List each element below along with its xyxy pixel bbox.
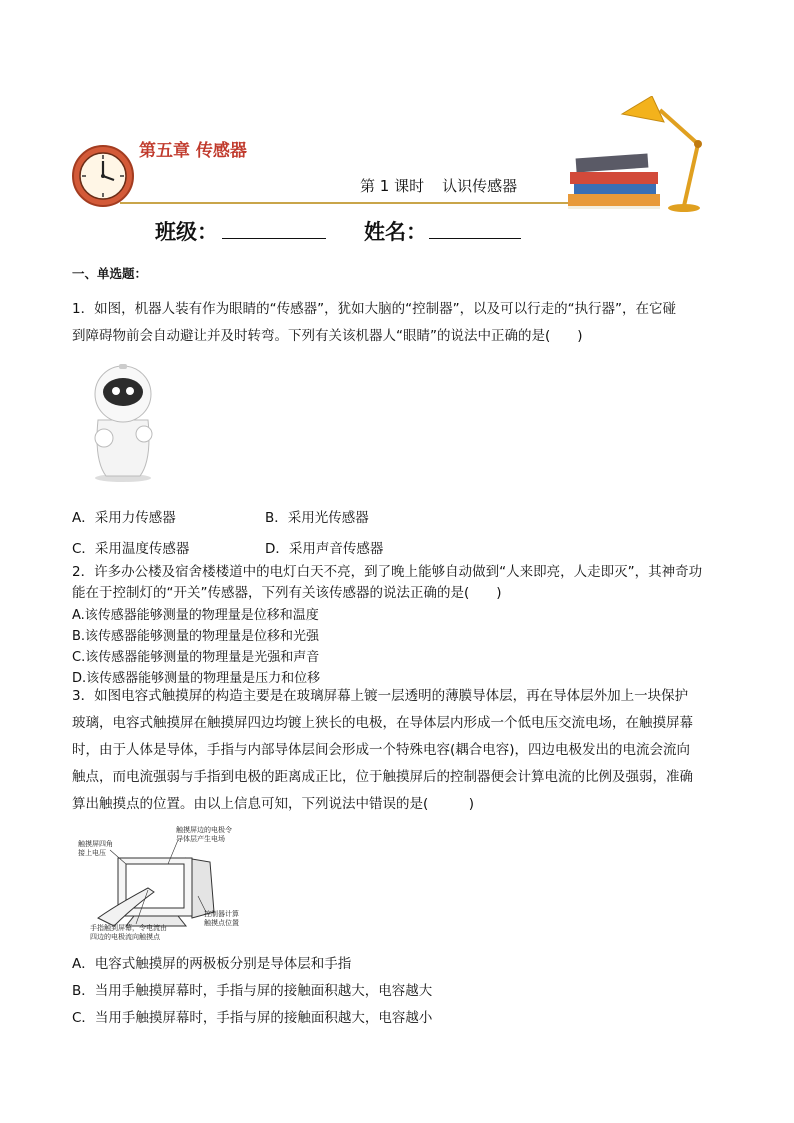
figure-label-top-left [78,840,113,858]
question-3-line-5: 算出触摸点的位置。由以上信息可知，下列说法中错误的是( ) [72,796,475,812]
q3-option-c[interactable]: C．当用手触摸屏幕时，手指与屏的接触面积越大，电容越小 [72,1010,433,1026]
header-divider [120,202,590,204]
q3-option-b[interactable]: B．当用手触摸屏幕时，手指与屏的接触面积越大，电容越大 [72,983,433,999]
q2-option-a[interactable]: A.该传感器能够测量的物理量是位移和温度 [72,608,319,623]
figure-label-text: 接上电压 [78,849,106,857]
question-1-line-2: 到障碍物前会自动避让并及时转弯。下列有关该机器人“眼睛”的说法中正确的是( ) [72,328,583,344]
q2-option-b[interactable]: B.该传感器能够测量的物理量是位移和光强 [72,629,320,644]
figure-label-bottom-left [90,924,167,942]
section-title: 一、单选题： [72,266,148,281]
question-2-line-2: 能在于控制灯的“开关”传感器，下列有关该传感器的说法正确的是( ) [72,585,502,601]
figure-label-bottom-right [204,910,239,928]
robot-image [86,360,160,484]
lesson-heading [360,175,517,196]
question-2-line-1: 2．许多办公楼及宿舍楼楼道中的电灯白天不亮，到了晚上能够自动做到“人来即亮，人走即灭”，其神奇功 [72,564,703,580]
figure-label-text: 触摸屏四角 [78,840,113,848]
q3-option-a[interactable]: A．电容式触摸屏的两极板分别是导体层和手指 [72,956,352,972]
question-2 [72,562,727,604]
figure-label-text: 四边的电极流向触摸点 [90,933,160,941]
q1-option-a[interactable]: A．采用力传感器 [72,510,176,526]
q1-option-c[interactable]: C．采用温度传感器 [72,541,190,557]
lesson-title: 认识传感器 [442,177,518,195]
touchscreen-figure [78,826,258,946]
figure-label-text: 手指触到屏幕，令电流由 [90,924,167,932]
books-lamp-icon [566,96,712,216]
question-3-line-2: 玻璃，电容式触摸屏在触摸屏四边均镀上狭长的电极，在导体层内形成一个低电压交流电场，在触摸屏幕 [72,715,693,731]
question-3-line-4: 触点，而电流强弱与手指到电极的距离成正比，位于触摸屏后的控制器便会计算电流的比例及强弱，准确 [72,769,693,785]
lesson-number: 第 1 课时 [360,177,425,195]
chapter-title: 第五章 传感器 [139,141,247,161]
question-1-line-1: 1．如图，机器人装有作为眼睛的“传感器”，犹如大脑的“控制器”，以及可以行走的“执行器”，在它碰 [72,301,677,317]
q2-option-c[interactable]: C.该传感器能够测量的物理量是光强和声音 [72,650,320,665]
class-label: 班级： [155,220,218,244]
question-3-line-1: 3．如图电容式触摸屏的构造主要是在玻璃屏幕上镀一层透明的薄膜导体层，再在导体层外加上一块保护 [72,688,689,704]
figure-label-text: 导体层产生电场 [176,835,225,843]
q1-option-d[interactable]: D．采用声音传感器 [265,541,384,557]
q2-option-d[interactable]: D.该传感器能够测量的物理量是压力和位移 [72,671,321,686]
name-label: 姓名： [364,220,427,244]
name-field[interactable] [429,238,521,239]
question-3 [72,683,727,818]
figure-label-text: 控制器计算 [204,910,239,918]
figure-label-top-right [176,826,232,844]
figure-label-text: 触摸屏边的电极令 [176,826,232,834]
q1-option-b[interactable]: B．采用光传感器 [265,510,369,526]
question-3-line-3: 时，由于人体是导体，手指与内部导体层间会形成一个特殊电容(耦合电容)，四边电极发出的电流会流向 [72,742,691,758]
question-1 [72,296,727,350]
class-field[interactable] [222,238,326,239]
clock-icon [70,144,136,208]
figure-label-text: 触摸点位置 [204,919,239,927]
